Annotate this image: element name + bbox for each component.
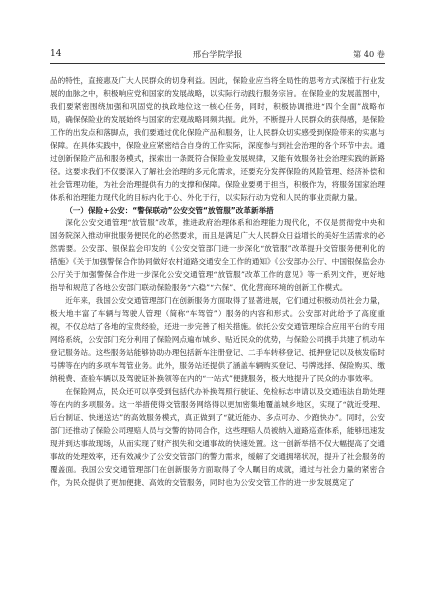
- paragraph-1: 品的特性，直接惠及广大人民群众的切身利益。因此，保险业应当将全局性的思考方式深植于行业发展的血脉之中，积极响应党和国家的发展战略，以实际行动践行服务宗旨。在保险业的发展蓝图中，我们要紧密围绕加强和巩固党的执政地位这一核心任务，同时，积极协调推进“四个全面”战略布局，确保保险业的发展始终与国家的宏观战略同频共振。此外，不断提升人民群众的获得感，是保险工作的出发点和落脚点，我们要通过优化保险产品和服务，让人民群众切实感受到保险带来的实惠与保障。在具体实践中，保险业应紧密结合自身的工作实际，深度参与到社会治理的各个环节中去。通过创新保险产品和服务模式，探索出一条既符合保险业发展规律，又能有效服务社会治理实践的新路径。这要求我们不仅要深入了解社会治理的多元化需求，还要充分发挥保险的风险管理、经济补偿和社会管理功能，为社会治理提供有力的支撑和保障。保险业要勇于担当，积极作为，将服务国家治理体系和治理能力现代化的目标内化于心、外化于行，以实际行动为党和人民的事业贡献力量。: [50, 76, 385, 202]
- paragraph-2: 深化公安交通管理“放管服”改革，推进政府治理体系和治理能力现代化，不仅是贯彻党中央和国务院深入推动审批服务便民化的必然要求，而且是满足广大人民群众日益增长的美好生活需求的必然需要。公安部、银保监会印发的《公安交管部门进一步深化“放管服”改革提升交管服务便利化的措施》《关于加强警保合作协同做好农村道路交通安全工作的通知》《公安部办公厅、中国银保监会办公厅关于加强警保合作进一步深化公安交通管理“放管服”改革工作的意见》等一系列文件，更好地指导和规范了各地公安部门联动保险服务“六稳”“六保”、优化营商环境的创新工作模式。: [50, 218, 386, 293]
- journal-title: 邢台学院学报: [192, 49, 243, 59]
- section-heading: （一）保险+公安：“警保联动”公安交管“放管服”改革新举措: [65, 205, 274, 215]
- page-number: 14: [50, 49, 62, 59]
- running-header: [50, 47, 385, 64]
- paragraph-4: 在保险网点，民众还可以享受到包括代办补换驾照行驶证、免检标志申请以及交通违法自助处理等在内的多项服务。这一举措使得交管服务网络得以更加密集地覆盖城乡地区，实现了“就近受理、后台制证、快递送达”的高效服务模式，真正做到了“就近能办、多点可办、少跑快办”。同时，公安部门还推动了保险公司理赔人员与交警的协同合作，这些理赔人员被纳入道路巡查体系，能够迅速发现并到达事故现场，从而实现了财产损失和交通事故的快速处置。这一创新举措不仅大幅提高了交通事故的处理效率，还有效减少了公安交管部门的警力需求，缓解了交通拥堵状况，提升了社会服务的覆盖面。我国公安交通管理部门在创新服务方面取得了令人瞩目的成就，通过与社会力量的紧密合作，为民众提供了更加便捷、高效的交管服务，同时也为公安交管工作的进一步发展奠定了: [50, 386, 385, 487]
- article-body: [50, 75, 385, 490]
- paragraph-3: 近年来，我国公安交通管理部门在创新服务方面取得了显著进展，它们通过积极动员社会力量，极大地丰富了车辆与驾驶人管理（简称“车驾管”）服务的内容和形式。公安部对此给予了高度重视，不仅总结了各地的宝贵经验，还进一步完善了相关措施。依托公安交通管理综合应用平台的专用网络系统，公安部门充分利用了保险网点遍布城乡、贴近民众的优势，与保险公司携手共建了机动车登记服务站。这些服务站能够协助办理包括新车注册登记、二手车转移登记、抵押登记以及核发临时号牌等在内的多项车驾管业务。此外，服务站还提供了涵盖车辆购买登记、号牌选择、保险购买、缴纳税费、查验车辆以及驾驶证补换领等在内的“一站式”便捷服务，极大地提升了民众的办事效率。: [50, 296, 385, 383]
- volume-label: 第 40 卷: [353, 49, 385, 59]
